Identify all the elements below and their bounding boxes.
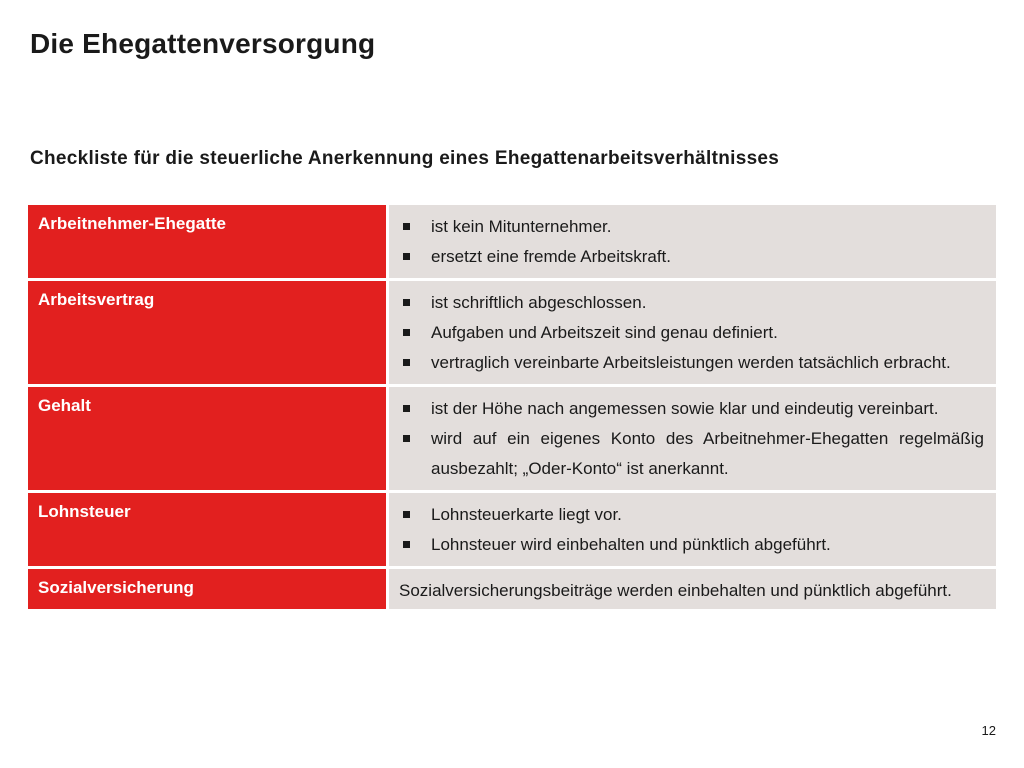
requirement-cell [389, 205, 996, 281]
checklist-table [28, 205, 996, 612]
table-row [28, 493, 996, 569]
category-label: Lohnsteuer [28, 493, 389, 569]
requirement-cell [389, 387, 996, 493]
list-item-text: Lohnsteuer wird einbehalten und pünktlich abgeführt. [431, 535, 831, 554]
list-item-text: ist schriftlich abgeschlossen. [431, 293, 647, 312]
square-bullet-icon [403, 329, 410, 336]
category-label: Gehalt [28, 387, 389, 493]
table-row [28, 205, 996, 281]
requirement-cell [389, 281, 996, 387]
square-bullet-icon [403, 359, 410, 366]
list-item-text: Lohnsteuerkarte liegt vor. [431, 505, 622, 524]
list-item [399, 318, 984, 348]
list-item-text: ist kein Mitunternehmer. [431, 217, 612, 236]
square-bullet-icon [403, 511, 410, 518]
page-title: Die Ehegattenversorgung [30, 28, 376, 59]
list-item [399, 212, 984, 242]
list-item [399, 348, 984, 378]
category-label: Arbeitnehmer-Ehegatte [28, 205, 389, 281]
requirement-cell [389, 569, 996, 612]
square-bullet-icon [403, 223, 410, 230]
list-item [399, 530, 984, 560]
table-row [28, 569, 996, 612]
list-item [399, 394, 984, 424]
table-row [28, 387, 996, 493]
list-item [399, 424, 984, 484]
requirement-text: Sozialversicherungsbeiträge werden einbehalten und pünktlich abgeführt. [399, 581, 952, 600]
square-bullet-icon [403, 253, 410, 260]
list-item [399, 288, 984, 318]
checklist-heading: Checkliste für die steuerliche Anerkennung eines Ehegattenarbeitsverhältnisses [30, 148, 780, 169]
list-item-text: wird auf ein eigenes Konto des Arbeitnehmer-Ehegatten regelmäßig ausbezahlt; „Oder-Konto“ ist anerkannt. [431, 429, 984, 478]
page-number: 12 [981, 723, 996, 738]
square-bullet-icon [403, 405, 410, 412]
list-item [399, 500, 984, 530]
list-item-text: ersetzt eine fremde Arbeitskraft. [431, 247, 671, 266]
requirement-cell [389, 493, 996, 569]
category-label: Sozialversicherung [28, 569, 389, 612]
square-bullet-icon [403, 299, 410, 306]
category-label: Arbeitsvertrag [28, 281, 389, 387]
table-row [28, 281, 996, 387]
square-bullet-icon [403, 435, 410, 442]
square-bullet-icon [403, 541, 410, 548]
list-item-text: ist der Höhe nach angemessen sowie klar und eindeutig vereinbart. [431, 399, 939, 418]
list-item-text: vertraglich vereinbarte Arbeitsleistungen werden tatsächlich erbracht. [431, 353, 951, 372]
list-item-text: Aufgaben und Arbeitszeit sind genau definiert. [431, 323, 778, 342]
list-item [399, 242, 984, 272]
